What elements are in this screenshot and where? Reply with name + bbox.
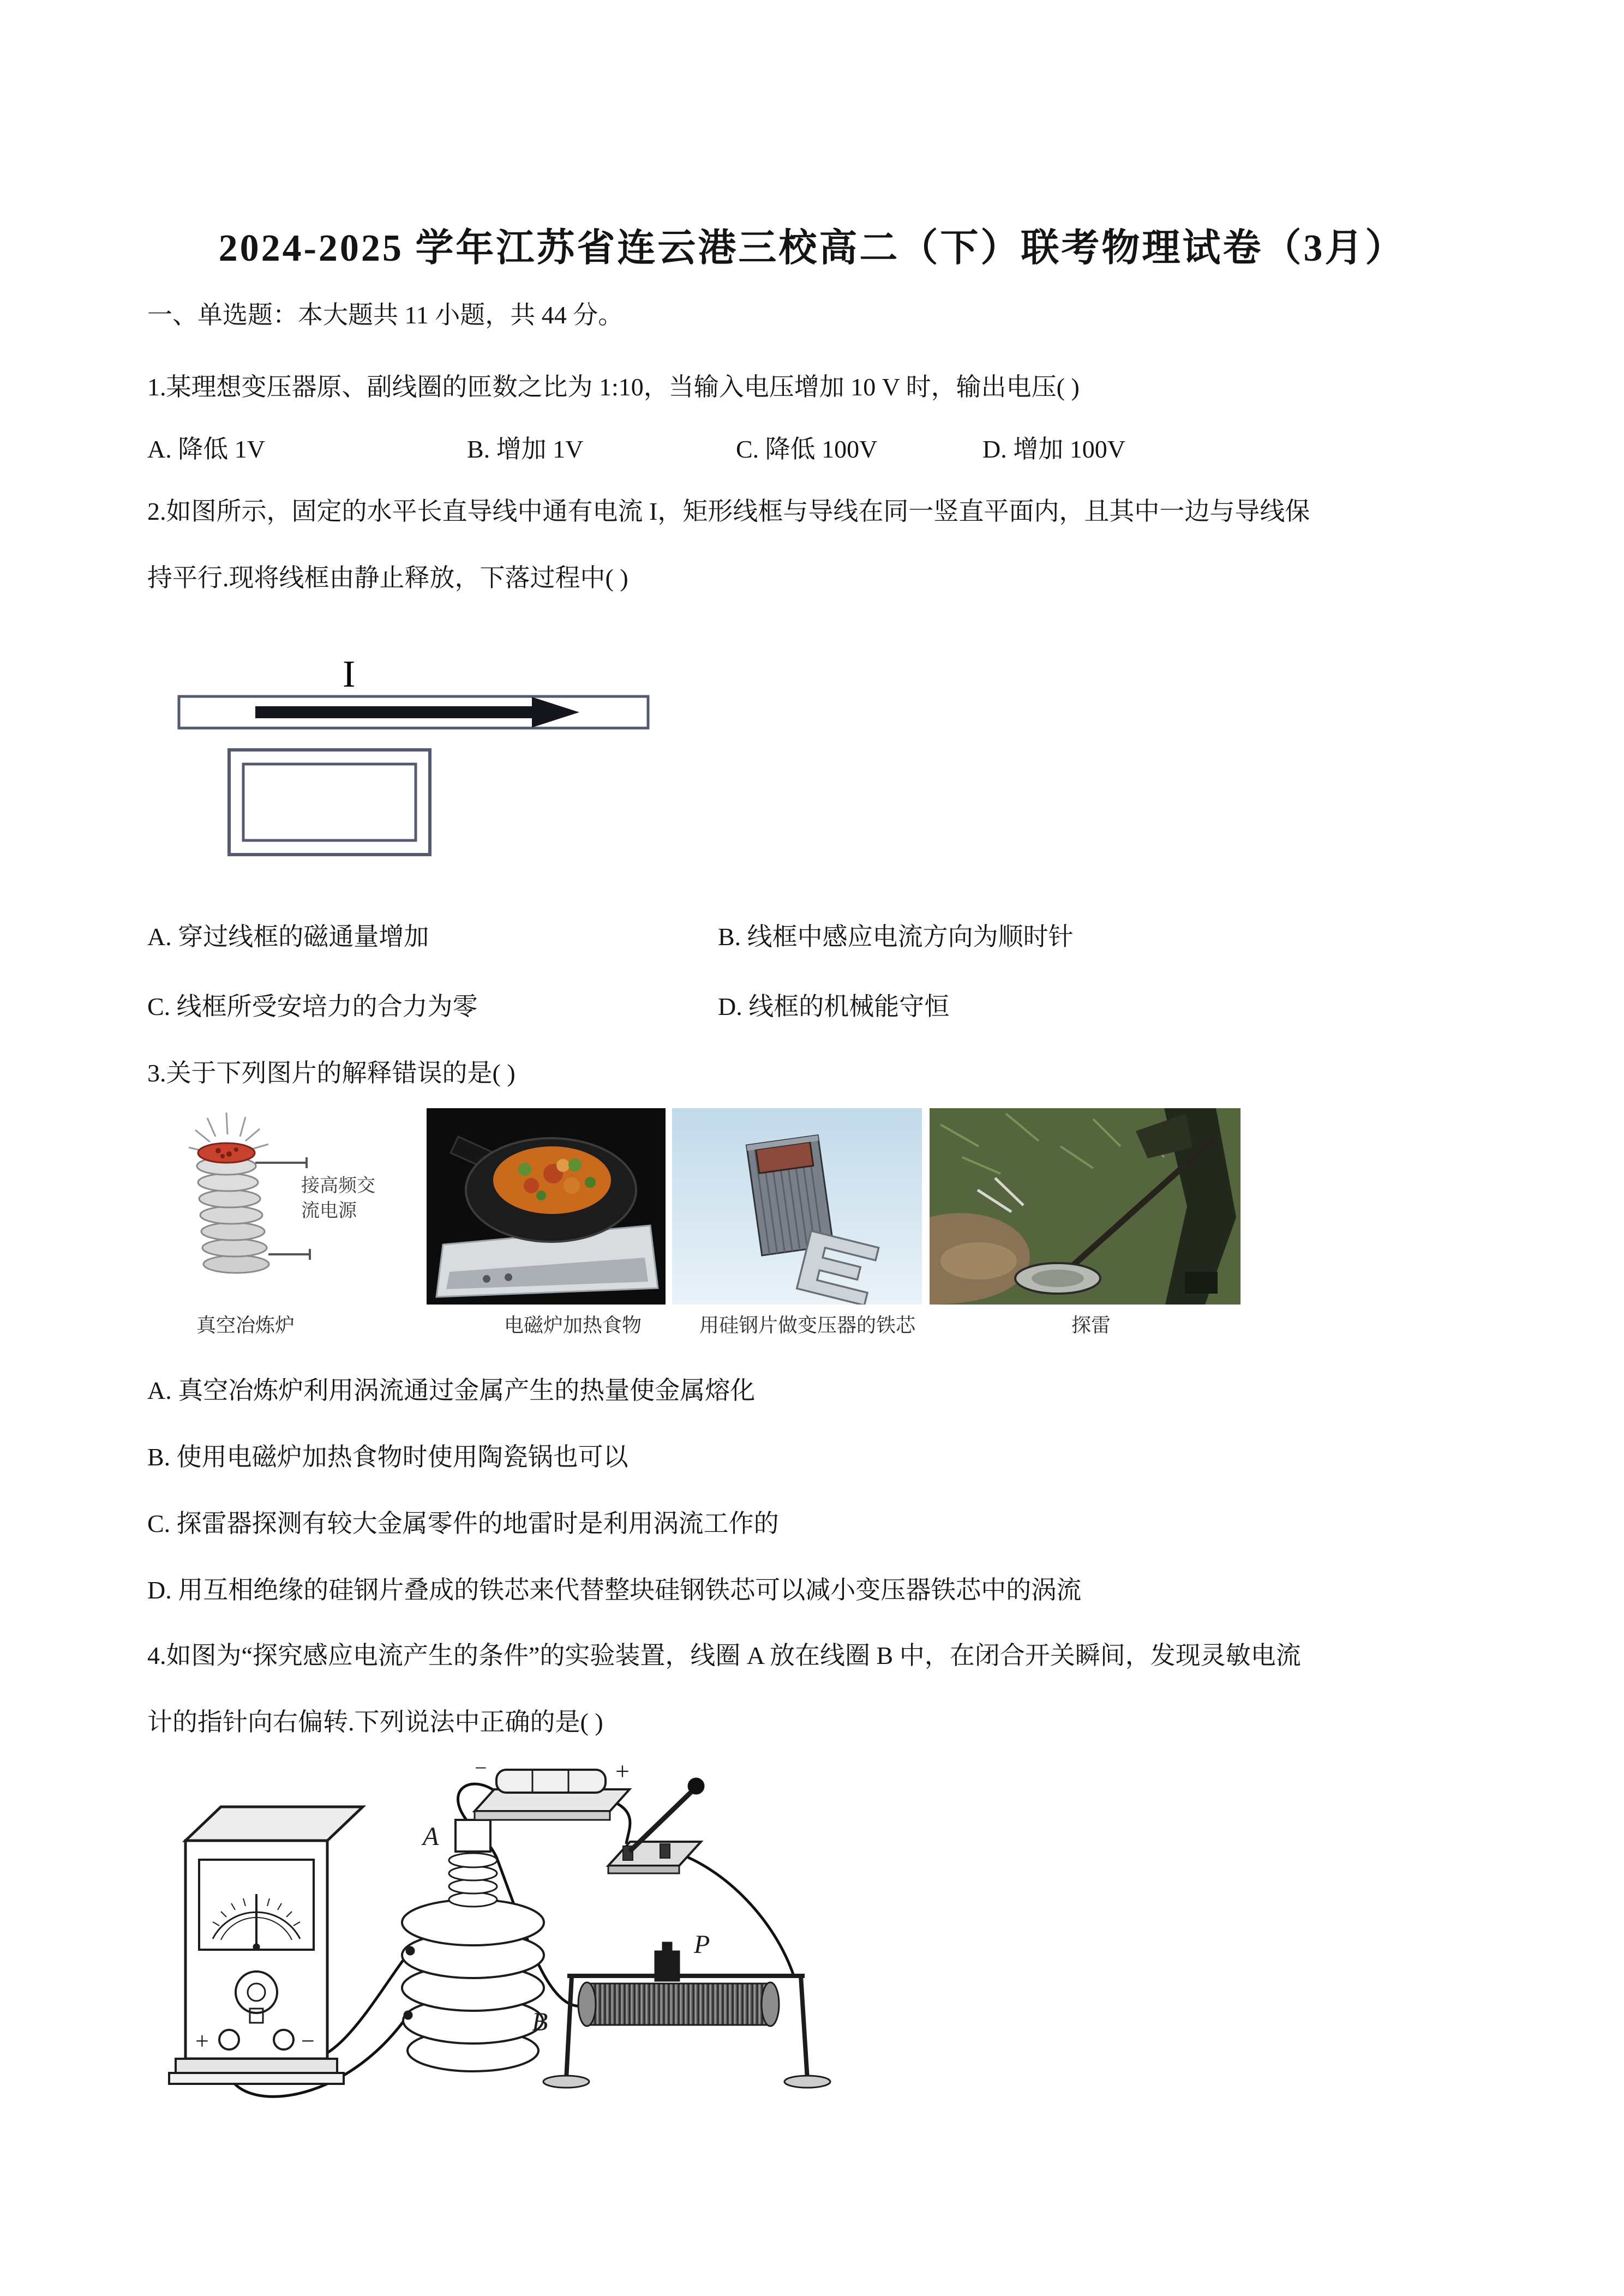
question-2-text-line2: 持平行.现将线框由静止释放，下落过程中( ) bbox=[147, 564, 628, 592]
question-4-text-line1: 4.如图为“探究感应电流产生的条件”的实验装置，线圈 A 放在线圈 B 中，在闭合开关瞬间，发现灵敏电流 bbox=[147, 1642, 1301, 1669]
battery-minus-label: − bbox=[475, 1759, 487, 1780]
wire-joint bbox=[406, 1946, 415, 1955]
switch-knob bbox=[688, 1778, 704, 1794]
caption-transformer-core: 用硅钢片做变压器的铁芯 bbox=[699, 1314, 915, 1336]
coil-b-label: B bbox=[532, 2008, 548, 2036]
question-3-option-a: A. 真空冶炼炉利用涡流通过金属产生的热量使金属熔化 bbox=[147, 1377, 756, 1404]
question-4-text-line2: 计的指针向右偏转.下列说法中正确的是( ) bbox=[147, 1708, 603, 1736]
transformer-core-image bbox=[672, 1108, 922, 1305]
wire-joint bbox=[404, 2011, 412, 2019]
page-title: 2024-2025 学年江苏省连云港三校高二（下）联考物理试卷（3月） bbox=[218, 227, 1406, 269]
q2-figure-wire-and-frame bbox=[175, 641, 655, 864]
furnace-annotation: 接高频交流电源 bbox=[301, 1176, 375, 1221]
question-3-text: 3.关于下列图片的解释错误的是( ) bbox=[147, 1059, 516, 1087]
cooktop-button bbox=[505, 1273, 512, 1281]
question-1-option-c: C. 降低 100V bbox=[736, 435, 878, 463]
induction-cooker-illustration bbox=[427, 1108, 666, 1305]
transformer-core-illustration bbox=[672, 1108, 922, 1305]
question-1-text: 1.某理想变压器原、副线圈的匝数之比为 1:10，当输入电压增加 10 V 时，输出电压( ) bbox=[147, 373, 1080, 401]
furnace-coil-body bbox=[197, 1157, 269, 1273]
question-3-option-c: C. 探雷器探测有较大金属零件的地雷时是利用涡流工作的 bbox=[147, 1510, 779, 1537]
galvanometer bbox=[169, 1807, 363, 2084]
molten-metal-top bbox=[198, 1143, 255, 1163]
coil-a-terminal-block bbox=[456, 1820, 490, 1852]
rheostat-slider bbox=[655, 1951, 680, 1981]
question-2-option-a: A. 穿过线框的磁通量增加 bbox=[147, 923, 429, 951]
question-2-option-c: C. 线框所受安培力的合力为零 bbox=[147, 993, 478, 1020]
question-2-option-b: B. 线框中感应电流方向为顺时针 bbox=[718, 923, 1074, 951]
caption-induction-cooker: 电磁炉加热食物 bbox=[504, 1314, 642, 1336]
galvanometer-minus-label: − bbox=[301, 2028, 315, 2054]
furnace-image bbox=[164, 1108, 415, 1305]
mine-detection-illustration bbox=[930, 1108, 1241, 1305]
battery-plus-label: + bbox=[615, 1759, 630, 1785]
cooktop-button bbox=[483, 1275, 490, 1283]
detector-disc bbox=[1015, 1263, 1100, 1294]
coil-a-label: A bbox=[423, 1822, 439, 1851]
question-1-option-d: D. 增加 100V bbox=[982, 435, 1125, 463]
q4-figure-apparatus bbox=[147, 1759, 856, 2130]
current-label: I bbox=[343, 653, 356, 695]
caption-mine-detection: 探雷 bbox=[1071, 1314, 1111, 1336]
rect-frame-inner bbox=[243, 764, 416, 840]
mine-detector-image bbox=[930, 1108, 1241, 1305]
coil-assembly bbox=[402, 1820, 548, 2071]
question-1-option-a: A. 降低 1V bbox=[147, 435, 265, 463]
caption-furnace: 真空冶炼炉 bbox=[196, 1314, 295, 1336]
dirt-highlight bbox=[940, 1242, 1017, 1279]
question-2-option-d: D. 线框的机械能守恒 bbox=[718, 993, 950, 1020]
galvanometer-plus-label: + bbox=[195, 2028, 209, 2054]
question-3-option-b: B. 使用电磁炉加热食物时使用陶瓷锅也可以 bbox=[147, 1443, 628, 1471]
induction-cooker-image bbox=[427, 1108, 666, 1305]
rheostat-winding bbox=[587, 1984, 770, 2025]
slider-label: P bbox=[694, 1930, 710, 1959]
rheostat bbox=[543, 1930, 830, 2088]
section-heading: 一、单选题：本大题共 11 小题，共 44 分。 bbox=[147, 301, 624, 329]
question-3-option-d: D. 用互相绝缘的硅钢片叠成的铁芯来代替整块硅钢铁芯可以减小变压器铁芯中的涡流 bbox=[147, 1576, 1082, 1604]
question-2-text-line1: 2.如图所示，固定的水平长直导线中通有电流 I，矩形线框与导线在同一竖直平面内，且其中一边与导线保 bbox=[147, 497, 1310, 525]
question-1-option-b: B. 增加 1V bbox=[467, 435, 584, 463]
battery bbox=[475, 1759, 630, 1820]
